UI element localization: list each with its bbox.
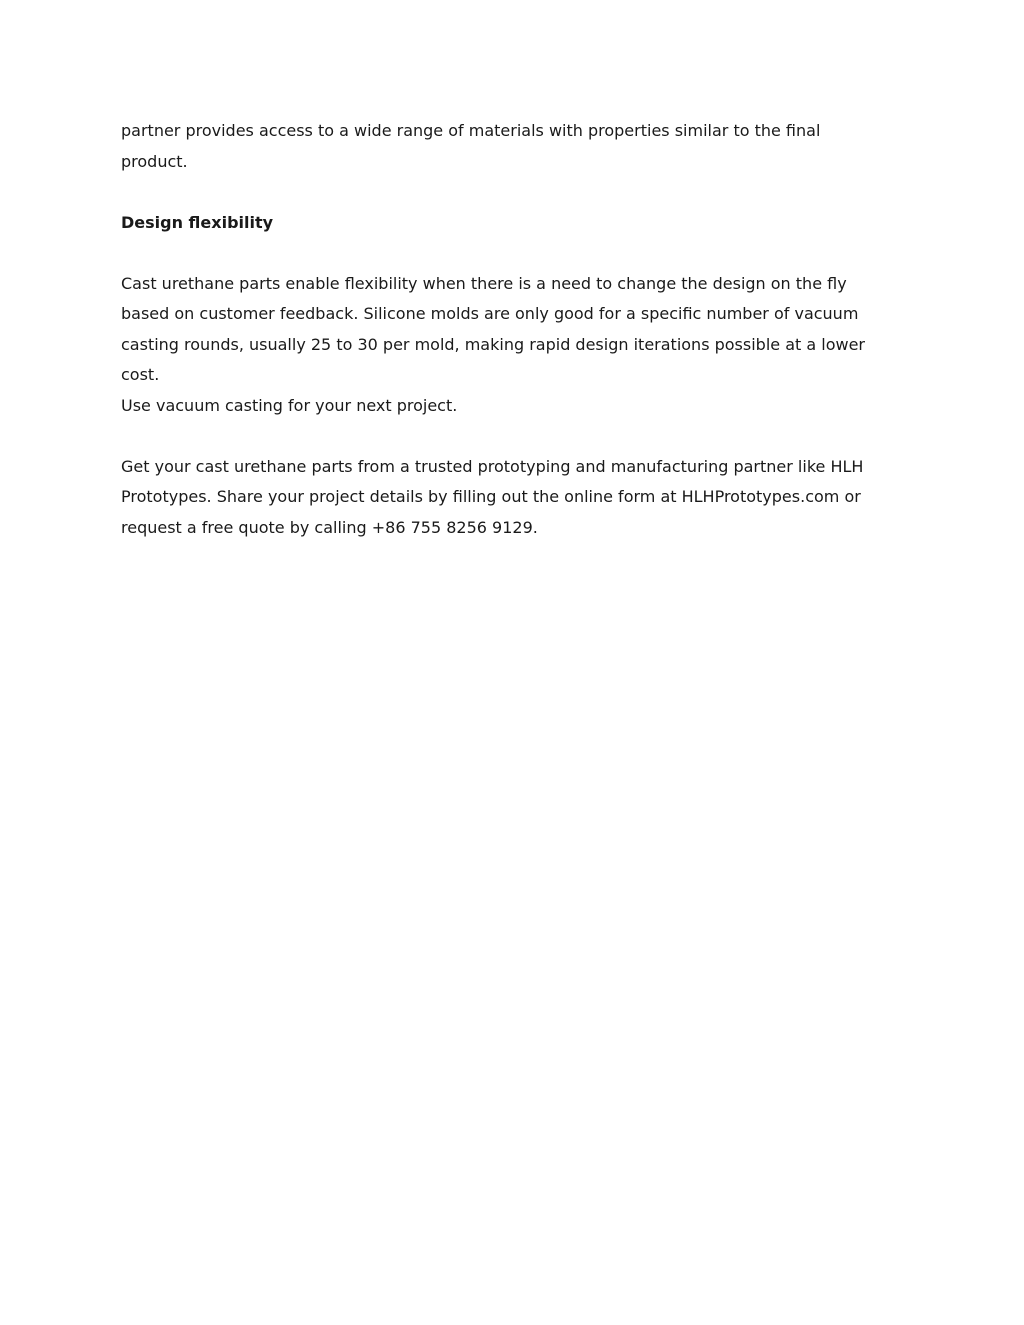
text-line: cost.	[121, 365, 160, 384]
intro-paragraph	[121, 116, 921, 177]
cta-line: Use vacuum casting for your next project.	[121, 395, 458, 415]
paragraph-spacer	[121, 421, 921, 452]
text-line: casting rounds, usually 25 to 30 per mold, making rapid design iterations possible at a lower	[121, 334, 865, 354]
text-line: Prototypes. Share your project details by filling out the online form at HLHPrototypes.com or	[121, 487, 861, 506]
paragraph-spacer	[121, 177, 921, 208]
flexibility-paragraph	[121, 269, 921, 422]
text-line: Get your cast urethane parts from a trusted prototyping and manufacturing partner like HLH	[121, 456, 864, 476]
text-line: product.	[121, 151, 188, 171]
section-heading: Design flexibility	[121, 212, 274, 232]
text-line: Cast urethane parts enable flexibility when there is a need to change the design on the fly	[121, 273, 847, 293]
paragraph-spacer	[121, 238, 921, 269]
text-line: partner provides access to a wide range of materials with properties similar to the final	[121, 121, 821, 140]
text-line: request a free quote by calling +86 755 8256 9129.	[121, 517, 538, 537]
text-line: based on customer feedback. Silicone molds are only good for a specific number of vacuum	[121, 304, 859, 323]
closing-paragraph	[121, 452, 921, 544]
document-body	[121, 116, 921, 543]
